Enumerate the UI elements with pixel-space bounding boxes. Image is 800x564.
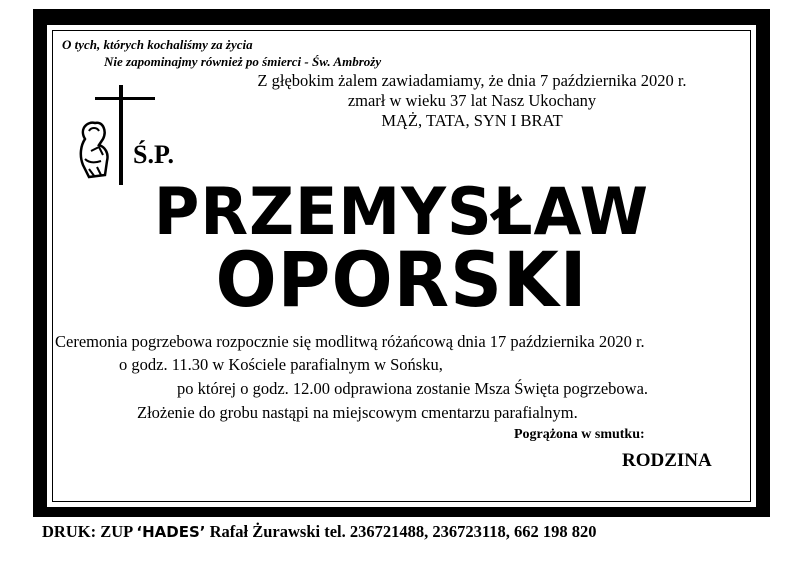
ceremony-line-4: Złożenie do grobu nastąpi na miejscowym cmentarzu parafialnym. xyxy=(137,403,578,422)
printer-brand: ‘HADES’ xyxy=(136,523,206,541)
deceased-last-name: OPORSKI xyxy=(215,235,588,325)
announcement-line-1: Z głębokim żalem zawiadamiamy, że dnia 7 października 2020 r. xyxy=(257,71,687,90)
ceremony-line-3: po której o godz. 12.00 odprawiona zostanie Msza Święta pogrzebowa. xyxy=(177,379,649,398)
relations-line: MĄŻ, TATA, SYN I BRAT xyxy=(381,111,563,130)
mourners-label: Pogrążona w smutku: xyxy=(514,427,645,442)
printer-contact: Rafał Żurawski tel. 236721488, 236723118, 662 198 820 xyxy=(205,522,597,541)
quote-line-2: Nie zapominajmy również po śmierci - Św. Ambroży xyxy=(104,54,382,69)
printer-credit xyxy=(42,522,596,542)
quote-line-1: O tych, których kochaliśmy za życia xyxy=(62,37,253,52)
deceased-prefix: Ś.P. xyxy=(133,140,174,169)
printer-prefix: DRUK: ZUP xyxy=(42,522,137,541)
deceased-first-name: PRZEMYSŁAW xyxy=(153,173,650,250)
announcement-line-2: zmarł w wieku 37 lat Nasz Ukochany xyxy=(347,91,597,110)
ceremony-line-2: o godz. 11.30 w Kościele parafialnym w Sońsku, xyxy=(119,355,443,374)
obituary-card xyxy=(47,25,756,507)
mourners-name: RODZINA xyxy=(622,450,712,471)
ceremony-line-1: Ceremonia pogrzebowa rozpocznie się modlitwą różańcową dnia 17 października 2020 r. xyxy=(55,332,645,351)
